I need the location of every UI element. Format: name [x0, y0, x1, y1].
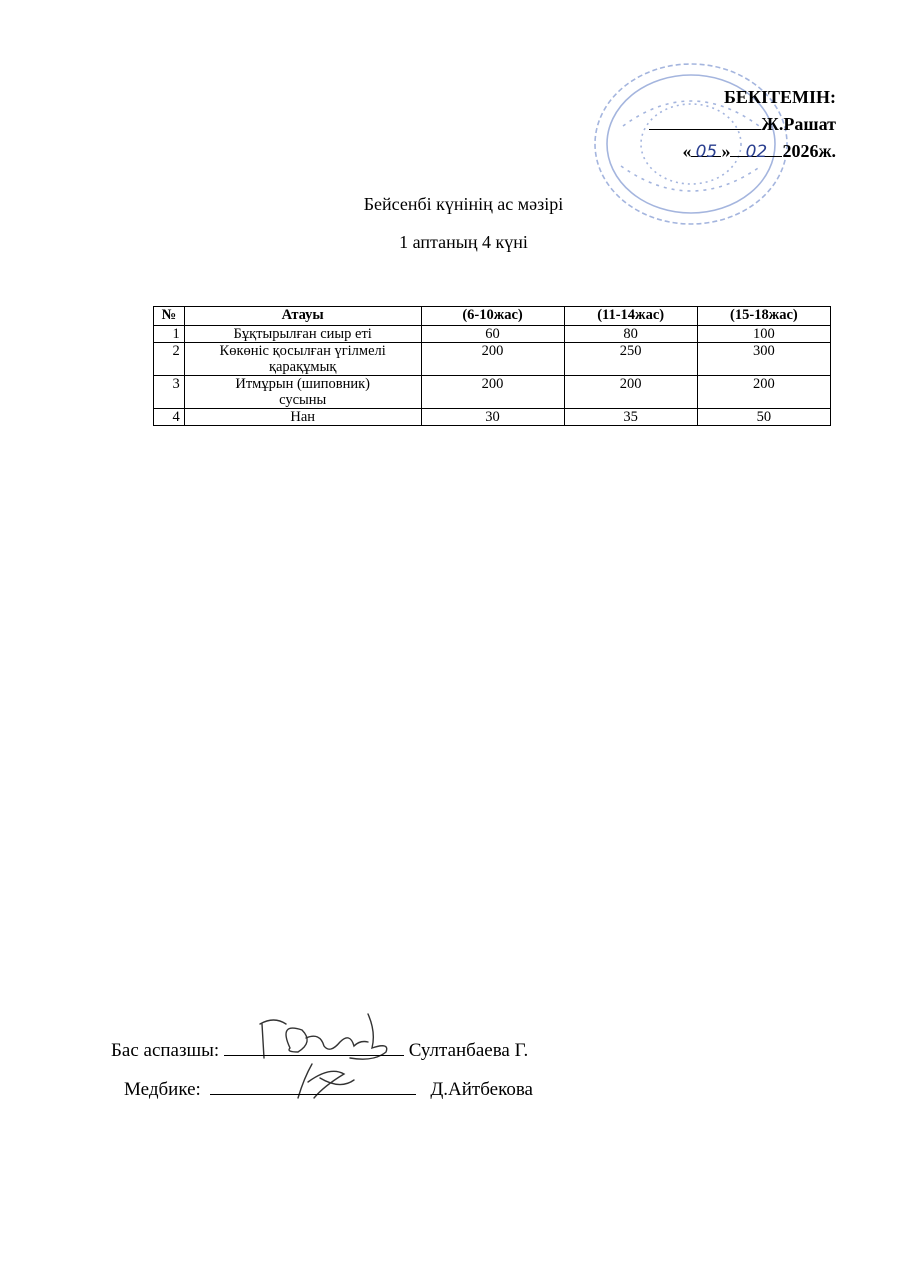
approval-block	[649, 84, 836, 165]
nurse-name: Д.Айтбекова	[430, 1079, 533, 1100]
table-row	[154, 326, 831, 343]
dish-name: Бұқтырылған сиыр еті	[184, 326, 421, 343]
chef-signature-row	[111, 1037, 528, 1062]
portion-6-10: 200	[421, 343, 564, 376]
page-title: Бейсенбі күнінің ас мәзірі	[363, 194, 564, 214]
portion-11-14: 250	[564, 343, 697, 376]
table-row	[154, 343, 831, 376]
approver-name: Ж.Рашат	[761, 114, 836, 134]
date-quote-close: »	[721, 141, 731, 161]
menu-table	[153, 306, 831, 426]
row-number: 1	[154, 326, 185, 343]
header-age-15-18: (15-18жас)	[697, 307, 830, 326]
date-quote-open: «	[682, 141, 692, 161]
header-number: №	[154, 307, 185, 326]
table-row	[154, 376, 831, 409]
row-number: 4	[154, 409, 185, 426]
portion-15-18: 200	[697, 376, 830, 409]
approval-year: 2026ж.	[782, 141, 836, 161]
dish-name: Көкөніс қосылған үгілмелі қарақұмық	[184, 343, 421, 376]
approval-day: 05	[695, 142, 718, 162]
nurse-signature-row	[124, 1076, 533, 1101]
header-age-11-14: (11-14жас)	[564, 307, 697, 326]
portion-11-14: 35	[564, 409, 697, 426]
page-subtitle: 1 аптаның 4 күні	[399, 232, 528, 252]
nurse-label: Медбике:	[124, 1079, 201, 1100]
approval-month: 02	[745, 142, 768, 162]
chef-label: Бас аспазшы:	[111, 1040, 220, 1061]
chef-name: Султанбаева Г.	[408, 1040, 529, 1061]
portion-6-10: 60	[421, 326, 564, 343]
portion-11-14: 200	[564, 376, 697, 409]
header-name: Атауы	[184, 307, 421, 326]
portion-15-18: 100	[697, 326, 830, 343]
table-row	[154, 409, 831, 426]
approver-signature-line	[649, 111, 761, 130]
portion-6-10: 200	[421, 376, 564, 409]
row-number: 2	[154, 343, 185, 376]
nurse-signature-line	[210, 1076, 416, 1095]
portion-15-18: 50	[697, 409, 830, 426]
chef-signature-line	[224, 1037, 404, 1056]
portion-11-14: 80	[564, 326, 697, 343]
portion-6-10: 30	[421, 409, 564, 426]
table-header-row	[154, 307, 831, 326]
header-age-6-10: (6-10жас)	[421, 307, 564, 326]
approval-heading: БЕКІТЕМІН:	[724, 87, 836, 107]
row-number: 3	[154, 376, 185, 409]
dish-name: Нан	[184, 409, 421, 426]
portion-15-18: 300	[697, 343, 830, 376]
dish-name: Итмұрын (шиповник) сусыны	[184, 376, 421, 409]
